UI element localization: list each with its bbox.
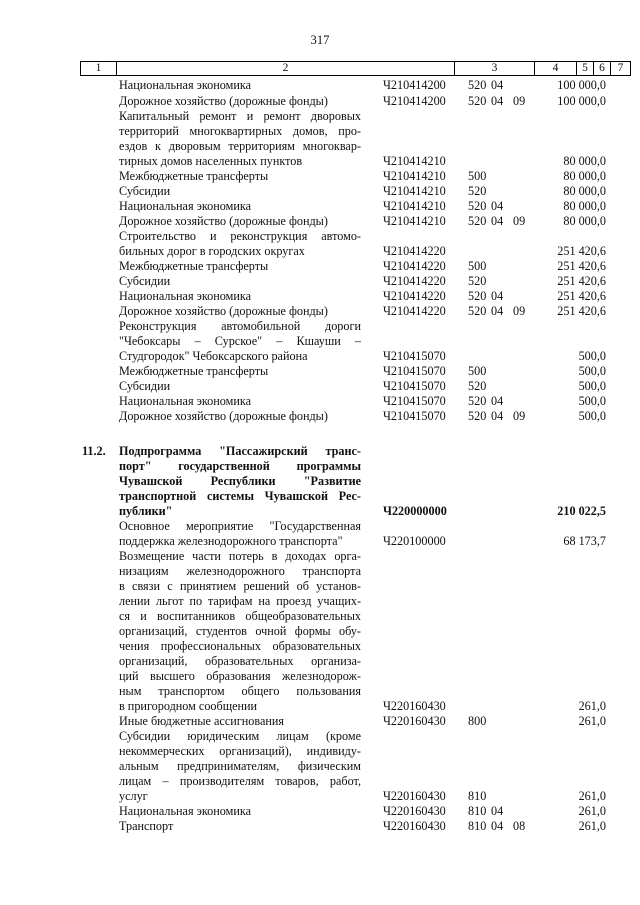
table-row [0, 699, 640, 714]
row-csr-code: Ч220160430 [383, 714, 446, 728]
row-name: лении льгот по тарифам на проезд учащих- [119, 594, 361, 608]
row-amount: 100 000,0 [557, 94, 606, 108]
row-vr-code: 520 [468, 394, 487, 408]
row-csr-code: Ч210414220 [383, 274, 446, 288]
table-row [0, 94, 640, 109]
table-row [0, 334, 640, 349]
row-vr-code: 500 [468, 169, 487, 183]
row-name: Национальная экономика [119, 289, 252, 303]
row-csr-code: Ч210414220 [383, 259, 446, 273]
row-rz-code: 04 [491, 819, 504, 833]
row-amount: 500,0 [578, 394, 606, 408]
row-name: Межбюджетные трансферты [119, 169, 269, 183]
row-csr-code: Ч210415070 [383, 379, 446, 393]
row-rz-code: 04 [491, 78, 504, 92]
table-row [0, 774, 640, 789]
row-name: "Чебоксары – Сурское" – Кшауши – [119, 334, 361, 348]
header-col-2: 2 [116, 62, 454, 75]
header-col-6: 6 [593, 62, 610, 75]
row-amount: 500,0 [578, 349, 606, 363]
row-csr-code: Ч210414210 [383, 214, 446, 228]
row-csr-code: Ч210415070 [383, 394, 446, 408]
table-row [0, 489, 640, 504]
row-name: порт" государственной программы [119, 459, 361, 473]
table-row [0, 729, 640, 744]
table-row [0, 564, 640, 579]
table-row [0, 639, 640, 654]
row-name: Межбюджетные трансферты [119, 364, 269, 378]
row-name: Иные бюджетные ассигнования [119, 714, 285, 728]
table-row [0, 549, 640, 564]
table-row [0, 714, 640, 729]
row-rz-code: 04 [491, 304, 504, 318]
row-amount: 251 420,6 [557, 274, 606, 288]
row-pr-code: 08 [513, 819, 526, 833]
row-name: Дорожное хозяйство (дорожные фонды) [119, 304, 328, 318]
table-row [0, 124, 640, 139]
table-row [0, 519, 640, 534]
row-csr-code: Ч210415070 [383, 409, 446, 423]
row-amount: 251 420,6 [557, 259, 606, 273]
row-csr-code: Ч210414210 [383, 169, 446, 183]
row-name: Субсидии юридическим лицам (кроме [119, 729, 361, 743]
row-name: Подпрограмма "Пассажирский транс- [119, 444, 361, 458]
row-name: Дорожное хозяйство (дорожные фонды) [119, 94, 328, 108]
row-amount: 500,0 [578, 379, 606, 393]
row-rz-code: 04 [491, 214, 504, 228]
row-amount: 210 022,5 [557, 504, 606, 518]
row-amount: 100 000,0 [557, 78, 606, 92]
row-name: услуг [119, 789, 148, 803]
row-amount: 80 000,0 [563, 184, 606, 198]
row-csr-code: Ч210414220 [383, 289, 446, 303]
row-name: Дорожное хозяйство (дорожные фонды) [119, 214, 328, 228]
row-name: Капитальный ремонт и ремонт дворовых [119, 109, 361, 123]
row-vr-code: 520 [468, 274, 487, 288]
row-csr-code: Ч210414210 [383, 199, 446, 213]
row-name: Транспорт [119, 819, 174, 833]
row-name: Чувашской Республики "Развитие [119, 474, 361, 488]
row-vr-code: 520 [468, 304, 487, 318]
row-csr-code: Ч220100000 [383, 534, 446, 548]
row-name: некоммерческих организаций), индивиду- [119, 744, 361, 758]
row-csr-code: Ч210415070 [383, 364, 446, 378]
row-amount: 80 000,0 [563, 169, 606, 183]
row-csr-code: Ч210414210 [383, 154, 446, 168]
row-csr-code: Ч220160430 [383, 699, 446, 713]
row-rz-code: 04 [491, 394, 504, 408]
table-row [0, 409, 640, 424]
row-csr-code: Ч210414200 [383, 94, 446, 108]
row-amount: 261,0 [578, 714, 606, 728]
row-csr-code: Ч210414220 [383, 304, 446, 318]
row-name: чения профессиональных образовательных [119, 639, 361, 653]
row-amount: 80 000,0 [563, 154, 606, 168]
table-row [0, 364, 640, 379]
row-vr-code: 520 [468, 78, 487, 92]
header-col-7: 7 [610, 62, 631, 75]
row-amount: 251 420,6 [557, 244, 606, 258]
row-rz-code: 04 [491, 289, 504, 303]
table-row [0, 504, 640, 519]
table-row [0, 169, 640, 184]
row-name: публики" [119, 504, 173, 518]
row-name: в пригородном сообщении [119, 699, 258, 713]
row-name: Реконструкция автомобильной дороги [119, 319, 361, 333]
table-header [80, 61, 631, 76]
row-name: Субсидии [119, 184, 171, 198]
row-csr-code: Ч210414200 [383, 78, 446, 92]
row-rz-code: 04 [491, 199, 504, 213]
table-row [0, 199, 640, 214]
row-rz-code: 04 [491, 94, 504, 108]
row-rz-code: 04 [491, 804, 504, 818]
row-amount: 251 420,6 [557, 304, 606, 318]
row-name: Национальная экономика [119, 804, 252, 818]
row-csr-code: Ч210415070 [383, 349, 446, 363]
row-vr-code: 520 [468, 184, 487, 198]
table-row [0, 154, 640, 169]
table-row [0, 654, 640, 669]
table-row [0, 459, 640, 474]
table-row [0, 594, 640, 609]
row-name: Дорожное хозяйство (дорожные фонды) [119, 409, 328, 423]
row-name: Межбюджетные трансферты [119, 259, 269, 273]
table-row [0, 474, 640, 489]
row-amount: 500,0 [578, 409, 606, 423]
row-vr-code: 500 [468, 259, 487, 273]
row-amount: 261,0 [578, 699, 606, 713]
row-csr-code: Ч220160430 [383, 804, 446, 818]
table-row [0, 319, 640, 334]
row-name: ездов к дворовым территориям многоквар- [119, 139, 361, 153]
table-row [0, 624, 640, 639]
row-name: транспортной системы Чувашской Рес- [119, 489, 361, 503]
table-row [0, 139, 640, 154]
row-name: бильных дорог в городских округах [119, 244, 305, 258]
page-number: 317 [310, 33, 330, 47]
row-amount: 80 000,0 [563, 199, 606, 213]
row-vr-code: 810 [468, 819, 487, 833]
row-amount: 80 000,0 [563, 214, 606, 228]
table-row [0, 109, 640, 124]
row-amount: 261,0 [578, 819, 606, 833]
row-name: Национальная экономика [119, 394, 252, 408]
row-name: Национальная экономика [119, 78, 252, 92]
row-name: поддержка железнодорожного транспорта" [119, 534, 343, 548]
table-row [0, 669, 640, 684]
table-row [0, 184, 640, 199]
table-row [0, 534, 640, 549]
row-pr-code: 09 [513, 304, 526, 318]
row-name: низациям железнодорожного транспорта [119, 564, 361, 578]
table-row [0, 78, 640, 93]
row-csr-code: Ч220160430 [383, 819, 446, 833]
row-name: ным транспортом общего пользования [119, 684, 361, 698]
row-name: Основное мероприятие "Государственная [119, 519, 361, 533]
header-col-4: 4 [534, 62, 576, 75]
table-row [0, 379, 640, 394]
table-row [0, 349, 640, 364]
row-vr-code: 520 [468, 379, 487, 393]
table-row [0, 579, 640, 594]
header-col-5: 5 [576, 62, 593, 75]
row-rz-code: 04 [491, 409, 504, 423]
row-name: ций высшего образования железнодорож- [119, 669, 361, 683]
row-vr-code: 800 [468, 714, 487, 728]
row-name: лицам – производителям товаров, работ, [119, 774, 361, 788]
row-name: Возмещение части потерь в доходах орга- [119, 549, 361, 563]
row-vr-code: 520 [468, 409, 487, 423]
row-amount: 68 173,7 [563, 534, 606, 548]
row-amount: 261,0 [578, 804, 606, 818]
row-amount: 251 420,6 [557, 289, 606, 303]
row-name: организаций, образовательных организа- [119, 654, 361, 668]
table-row [0, 804, 640, 819]
row-number: 11.2. [82, 444, 106, 458]
row-name: тирных домов населенных пунктов [119, 154, 303, 168]
header-col-1: 1 [80, 62, 116, 75]
table-row [0, 229, 640, 244]
table-row [0, 789, 640, 804]
table-row [0, 244, 640, 259]
row-vr-code: 520 [468, 94, 487, 108]
table-row [0, 289, 640, 304]
row-name: Субсидии [119, 274, 171, 288]
row-csr-code: Ч220160430 [383, 789, 446, 803]
row-name: Студгородок" Чебоксарского района [119, 349, 308, 363]
table-row [0, 444, 640, 459]
table-row [0, 304, 640, 319]
row-name: организаций, студентов очной формы обу- [119, 624, 361, 638]
table-row [0, 759, 640, 774]
row-amount: 261,0 [578, 789, 606, 803]
row-csr-code: Ч210414210 [383, 184, 446, 198]
table-row [0, 609, 640, 624]
row-name: Субсидии [119, 379, 171, 393]
row-vr-code: 520 [468, 199, 487, 213]
row-name: территорий многоквартирных домов, про- [119, 124, 361, 138]
table-row [0, 259, 640, 274]
table-row [0, 214, 640, 229]
row-name: Строительство и реконструкция автомо- [119, 229, 361, 243]
row-pr-code: 09 [513, 214, 526, 228]
row-amount: 500,0 [578, 364, 606, 378]
row-vr-code: 520 [468, 214, 487, 228]
row-vr-code: 500 [468, 364, 487, 378]
row-csr-code: Ч220000000 [383, 504, 447, 518]
table-row [0, 684, 640, 699]
row-name: ся и воспитанников общеобразовательных [119, 609, 361, 623]
table-row [0, 744, 640, 759]
table-row [0, 274, 640, 289]
row-name: Национальная экономика [119, 199, 252, 213]
row-csr-code: Ч210414220 [383, 244, 446, 258]
row-pr-code: 09 [513, 409, 526, 423]
row-vr-code: 810 [468, 789, 487, 803]
table-row [0, 819, 640, 834]
row-name: альным предпринимателям, физическим [119, 759, 361, 773]
row-pr-code: 09 [513, 94, 526, 108]
row-vr-code: 810 [468, 804, 487, 818]
header-col-3: 3 [454, 62, 534, 75]
row-vr-code: 520 [468, 289, 487, 303]
table-row [0, 394, 640, 409]
row-name: в связи с принятием решений об установ- [119, 579, 361, 593]
